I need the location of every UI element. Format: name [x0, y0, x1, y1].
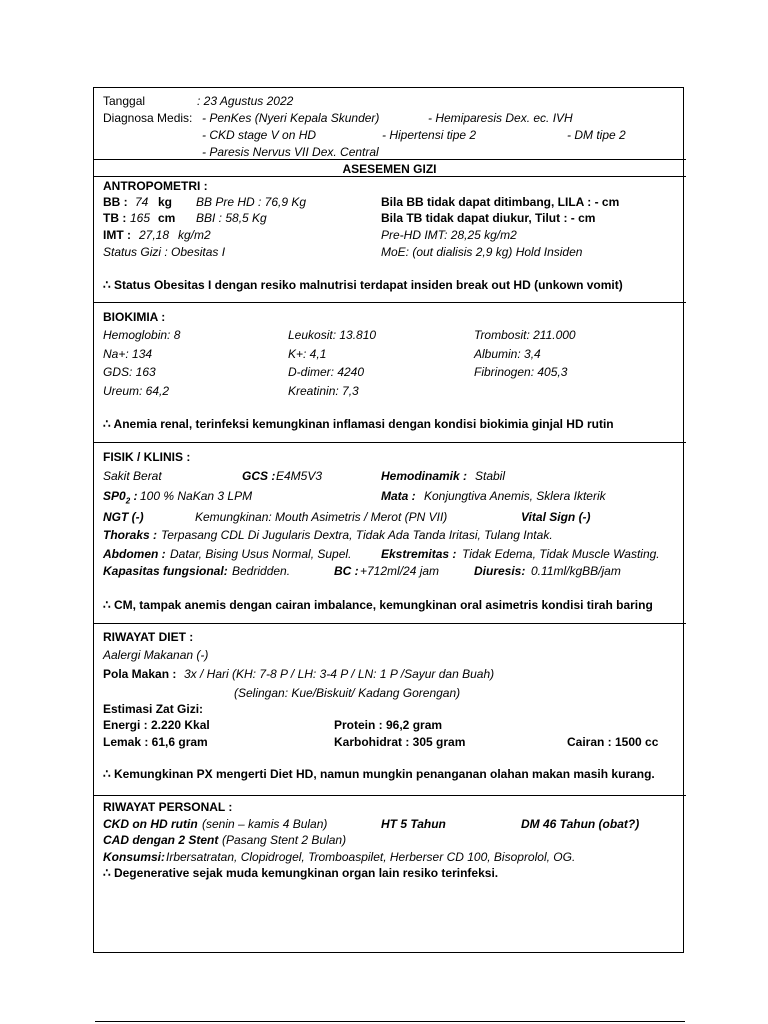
cad-label: CAD dengan 2 Stent: [103, 833, 219, 847]
lab-value: Leukosit: 13.810: [288, 328, 377, 342]
selingan: (Selingan: Kue/Biskuit/ Kadang Gorengan): [234, 686, 461, 700]
lab-value: Fibrinogen: 405,3: [474, 365, 568, 379]
spo2-text: SP0: [103, 489, 126, 503]
lab-value: K+: 4,1: [288, 347, 327, 361]
konsumsi-label: Konsumsi:: [103, 850, 166, 864]
tanggal-label: Tanggal: [103, 94, 146, 108]
lab-value: Albumin: 3,4: [474, 347, 541, 361]
bbi: BBI : 58,5 Kg: [196, 211, 267, 225]
dm-history: DM 46 Tahun (obat?): [521, 817, 640, 831]
diagnosa-item: - DM tipe 2: [567, 128, 626, 142]
moe: MoE: (out dialisis 2,9 kg) Hold Insiden: [381, 245, 583, 259]
biokimia-conclusion: ∴ Anemia renal, terinfeksi kemungkinan inflamasi dengan kondisi biokimia ginjal HD rutin: [103, 417, 614, 431]
imt-unit: kg/m2: [178, 228, 211, 242]
divider-header: [93, 159, 686, 160]
lab-value: GDS: 163: [103, 365, 156, 379]
sakit-value: Sakit Berat: [103, 469, 162, 483]
estimasi-title: Estimasi Zat Gizi:: [103, 702, 204, 716]
vital-sign-label: Vital Sign (-): [521, 510, 591, 524]
lab-value: Kreatinin: 7,3: [288, 384, 359, 398]
cairan: Cairan : 1500 cc: [567, 735, 659, 749]
ekstremitas-value: Tidak Edema, Tidak Muscle Wasting.: [462, 547, 660, 561]
kapasitas-value: Bedridden.: [232, 564, 291, 578]
tanggal-value: : 23 Agustus 2022: [197, 94, 294, 108]
lab-value: Trombosit: 211.000: [474, 328, 576, 342]
diagnosa-item: - CKD stage V on HD: [202, 128, 317, 142]
diagnosa-item: - PenKes (Nyeri Kepala Skunder): [202, 111, 380, 125]
gcs-label: GCS :: [242, 469, 276, 483]
spo2-subscript: 2: [125, 496, 131, 506]
divider-biokimia: [93, 442, 686, 443]
kapasitas-label: Kapasitas fungsional:: [103, 564, 228, 578]
bb-unit: kg: [158, 195, 173, 209]
gcs-value: E4M5V3: [276, 469, 323, 483]
page-bottom-rule: [95, 1021, 685, 1022]
hemodinamik-value: Stabil: [475, 469, 506, 483]
diagnosa-item: - Hipertensi tipe 2: [382, 128, 477, 142]
antropometri-title: ANTROPOMETRI :: [103, 179, 208, 193]
mata-value: Konjungtiva Anemis, Sklera Ikterik: [424, 489, 606, 503]
fisik-conclusion: ∴ CM, tampak anemis dengan cairan imbalance, kemungkinan oral asimetris kondisi tirah baring: [103, 598, 653, 612]
imt-value: 27,18: [139, 228, 170, 242]
pola-value: 3x / Hari (KH: 7-8 P / LH: 3-4 P / LN: 1 P /Sayur dan Buah): [184, 667, 495, 681]
mata-label: Mata :: [381, 489, 416, 503]
energi: Energi : 2.220 Kkal: [103, 718, 210, 732]
status-gizi: Status Gizi : Obesitas I: [103, 245, 226, 259]
antropometri-conclusion: ∴ Status Obesitas I dengan resiko malnutrisi terdapat insiden break out HD (unkown vomit): [103, 278, 623, 292]
karbohidrat: Karbohidrat : 305 gram: [334, 735, 466, 749]
ekstremitas-label: Ekstremitas :: [381, 547, 457, 561]
bc-label: BC :: [334, 564, 359, 578]
lab-value: Ureum: 64,2: [103, 384, 170, 398]
divider-antropometri: [93, 302, 686, 303]
spo2-value: 100 % NaKan 3 LPM: [140, 489, 253, 503]
bc-value: +712ml/24 jam: [360, 564, 440, 578]
diagnosa-item: - Hemiparesis Dex. ec. IVH: [428, 111, 573, 125]
divider-diet: [93, 795, 686, 796]
ckd-value: (senin – kamis 4 Bulan): [202, 817, 328, 831]
diuresis-value: 0.11ml/kgBB/jam: [531, 564, 621, 578]
spo2-colon: :: [130, 489, 138, 503]
alergi: Aalergi Makanan (-): [103, 648, 209, 662]
tb-unit: cm: [158, 211, 176, 225]
cad-value: (Pasang Stent 2 Bulan): [222, 833, 347, 847]
abdomen-value: Datar, Bising Usus Normal, Supel.: [170, 547, 352, 561]
divider-section-title: [93, 176, 686, 177]
divider-fisik: [93, 623, 686, 624]
imt-label: IMT :: [103, 228, 131, 242]
ngt-value: Kemungkinan: Mouth Asimetris / Merot (PN VII): [195, 510, 448, 524]
fisik-title: FISIK / KLINIS :: [103, 450, 191, 464]
abdomen-label: Abdomen :: [103, 547, 166, 561]
diagnosa-item: - Paresis Nervus VII Dex. Central: [202, 145, 379, 159]
biokimia-title: BIOKIMIA :: [103, 310, 166, 324]
ckd-label: CKD on HD rutin: [103, 817, 198, 831]
personal-title: RIWAYAT PERSONAL :: [103, 800, 233, 814]
lemak: Lemak : 61,6 gram: [103, 735, 208, 749]
diet-conclusion: ∴ Kemungkinan PX mengerti Diet HD, namun mungkin penanganan olahan makan masih kurang.: [103, 767, 655, 781]
bb-pre-hd: BB Pre HD : 76,9 Kg: [196, 195, 307, 209]
tilut: Bila TB tidak dapat diukur, Tilut : - cm: [381, 211, 596, 225]
ngt-label: NGT (-): [103, 510, 144, 524]
protein: Protein : 96,2 gram: [334, 718, 443, 732]
ht-history: HT 5 Tahun: [381, 817, 446, 831]
diuresis-label: Diuresis:: [474, 564, 526, 578]
thoraks-value: Terpasang CDL Di Jugularis Dextra, Tidak Ada Tanda Iritasi, Tulang Intak.: [161, 528, 553, 542]
bb-value: 74: [135, 195, 149, 209]
lab-value: Hemoglobin: 8: [103, 328, 181, 342]
lila: Bila BB tidak dapat ditimbang, LILA : - cm: [381, 195, 620, 209]
pola-label: Pola Makan :: [103, 667, 177, 681]
tb-value: 165: [130, 211, 151, 225]
section-title: ASESEMEN GIZI: [342, 162, 437, 176]
spo2-label: [103, 489, 137, 508]
lab-value: D-dimer: 4240: [288, 365, 365, 379]
diet-title: RIWAYAT DIET :: [103, 630, 194, 644]
thoraks-label: Thoraks :: [103, 528, 158, 542]
hemodinamik-label: Hemodinamik :: [381, 469, 468, 483]
bb-label: BB :: [103, 195, 128, 209]
pre-hd-imt: Pre-HD IMT: 28,25 kg/m2: [381, 228, 517, 242]
personal-conclusion: ∴ Degenerative sejak muda kemungkinan organ lain resiko terinfeksi.: [103, 866, 499, 880]
lab-value: Na+: 134: [103, 347, 153, 361]
konsumsi-value: Irbersatratan, Clopidrogel, Tromboaspilet, Herberser CD 100, Bisoprolol, OG.: [166, 850, 576, 864]
tb-label: TB :: [103, 211, 127, 225]
diagnosa-label: Diagnosa Medis:: [103, 111, 193, 125]
